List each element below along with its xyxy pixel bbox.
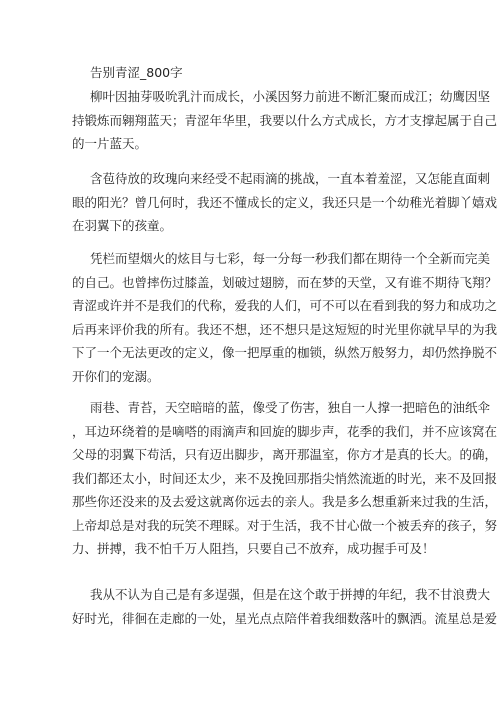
paragraph-line: 雨巷、青苔，天空暗暗的蓝，像受了伤害，独自一人撑一把暗色的油纸伞	[90, 400, 491, 415]
paragraph-line: 下了一个无法更改的定义，像一把厚重的枷锁，纵然万般努力，却仍然挣脱不	[72, 345, 498, 360]
paragraph-line: 的自己。也曾摔伤过膝盖，划破过翅膀，而在梦的天堂，又有谁不期待飞翔？	[72, 274, 498, 290]
paragraph-2	[72, 167, 498, 238]
paragraph-line: 上帝却总是对我的玩笑不理睬。对于生活，我不甘心做一个被丢弃的孩子，努	[72, 517, 498, 533]
paragraph-3	[72, 247, 498, 388]
paragraph-line: 那些你还没来的及去爱这就离你远去的亲人。我是多么想重新来过我的生活，	[72, 494, 498, 509]
paragraph-line: 开你们的宠溺。	[72, 368, 160, 384]
paragraph-line: 后再来评价我的所有。我还不想，还不想只是这短短的时光里你就早早的为我	[72, 321, 498, 337]
paragraph-line: 凭栏而望烟火的炫目与七彩，每一分每一秒我们都在期待一个全新而完美	[90, 251, 491, 266]
paragraph-5	[72, 583, 498, 630]
paragraph-line: 含苞待放的玫瑰向来经受不起雨滴的挑战，一直本着羞涩，又怎能直面刺	[90, 171, 491, 186]
paragraph-1	[72, 85, 498, 156]
paragraph-line: 持锻炼而翱翔蓝天；青涩年华里，我要以什么方式成长，方才支撑起属于自己	[72, 112, 498, 128]
paragraph-line: 的一片蓝天。	[72, 136, 148, 151]
paragraph-line: 眼的阳光？曾几何时，我还不懂成长的定义，我还只是一个幼稚光着脚丫嬉戏	[72, 194, 498, 210]
paragraph-line: 力、拼搏，我不怕千万人阻挡，只要自己不放弃，成功握手可及！	[72, 541, 435, 556]
paragraph-line: ，耳边环绕着的是嘀嗒的雨滴声和回旋的脚步声，花季的我们，并不应该窝在	[72, 423, 498, 439]
paragraph-line: 我从不认为自己是有多逞强，但是在这个敢于拼搏的年纪，我不甘浪费大	[90, 587, 491, 602]
paragraph-line: 青涩或许并不是我们的代称，爱我的人们，可不可以在看到我的努力和成功之	[72, 298, 498, 313]
paragraph-line: 在羽翼下的孩童。	[72, 218, 173, 233]
paragraph-line: 柳叶因抽芽吸吮乳汁而成长，小溪因努力前进不断汇聚而成江；幼鹰因坚	[90, 89, 491, 104]
paragraph-line: 好时光，徘徊在走廊的一处，星光点点陪伴着我细数落叶的飘洒。流星总是爱	[72, 610, 498, 626]
paragraph-4	[72, 396, 498, 561]
page-title: 告别青涩_800字	[90, 65, 183, 80]
paragraph-line: 我们都还太小，时间还太少，来不及挽回那指尖悄然流逝的时光，来不及回报	[72, 470, 498, 486]
paragraph-line: 父母的羽翼下苟活，只有迈出脚步，离开那温室，你方才是真的长大。的确，	[72, 447, 498, 462]
